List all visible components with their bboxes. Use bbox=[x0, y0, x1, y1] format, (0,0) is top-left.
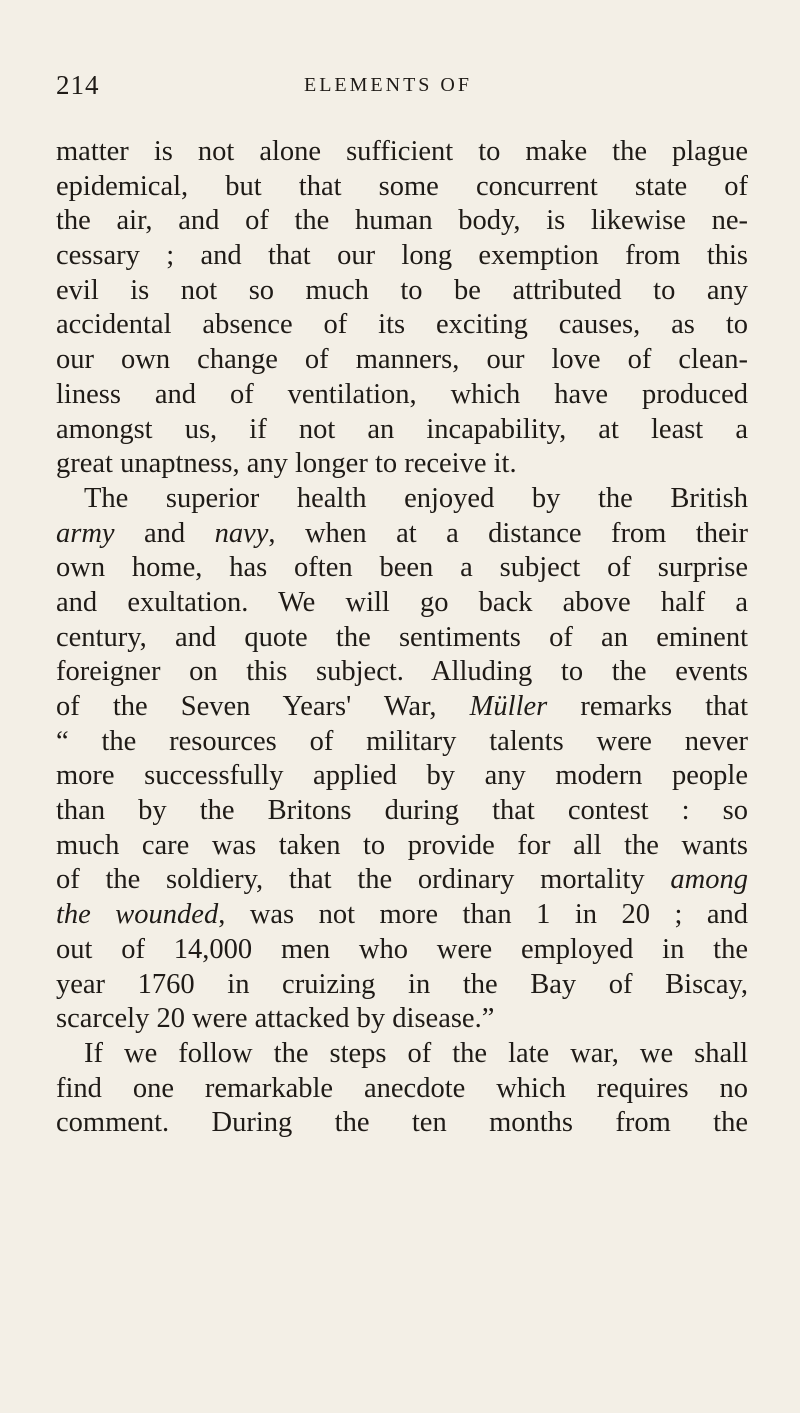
text-line: the wounded, was not more than 1 in 20 ; and bbox=[56, 899, 749, 931]
italic-the-wounded: the wounded bbox=[56, 899, 219, 931]
text-line: matter is not alone sufficient to make the plague bbox=[56, 136, 748, 167]
text-line: find one remarkable anecdote which requires no bbox=[56, 1072, 748, 1104]
text-line: more successfully applied by any modern people bbox=[56, 760, 748, 792]
text-line: the air, and of the human body, is likewise ne- bbox=[56, 205, 748, 237]
page-header bbox=[56, 70, 746, 104]
text-line: If we follow the steps of the late war, we shall bbox=[84, 1037, 748, 1069]
text-line: epidemical, but that some concurrent state of bbox=[56, 170, 748, 202]
italic-muller: Müller bbox=[469, 691, 548, 722]
italic-navy: navy bbox=[214, 517, 269, 549]
text-line: The superior health enjoyed by the British bbox=[84, 482, 748, 514]
text-line: than by the Britons during that contest : so bbox=[56, 795, 748, 827]
body-text bbox=[56, 135, 748, 1141]
text-line: “ the resources of military talents were never bbox=[56, 725, 748, 757]
page-number: 214 bbox=[56, 70, 100, 100]
text-line: foreigner on this subject. Alluding to the events bbox=[56, 656, 748, 688]
text-line: evil is not so much to be attributed to any bbox=[56, 274, 748, 306]
text-line: scarcely 20 were attacked by disease.” bbox=[56, 1003, 495, 1035]
running-head: ELEMENTS OF bbox=[304, 74, 472, 96]
italic-army: army bbox=[56, 517, 115, 549]
text-line: accidental absence of its exciting causes, as to bbox=[56, 309, 748, 341]
text-line: out of 14,000 men who were employed in the bbox=[56, 933, 748, 965]
text-line: much care was taken to provide for all the wants bbox=[56, 829, 748, 861]
text-line: and exultation. We will go back above half a bbox=[56, 586, 748, 618]
text-line: of the soldiery, that the ordinary mortality among bbox=[56, 864, 748, 896]
text-line: of the Seven Years' War, Müller remarks that bbox=[56, 691, 748, 722]
text-line: liness and of ventilation, which have produced bbox=[56, 378, 748, 410]
text-line: cessary ; and that our long exemption from this bbox=[56, 240, 748, 272]
text-line: year 1760 in cruizing in the Bay of Biscay, bbox=[56, 968, 748, 1000]
text-line: amongst us, if not an incapability, at least a bbox=[56, 413, 748, 445]
text-line: army and navy, when at a distance from their bbox=[56, 517, 748, 549]
text-line: our own change of manners, our love of clean- bbox=[56, 344, 748, 376]
text-line: own home, has often been a subject of surprise bbox=[56, 552, 748, 584]
text-line: century, and quote the sentiments of an eminent bbox=[56, 621, 748, 653]
text-line: comment. During the ten months from the bbox=[56, 1107, 748, 1139]
text-line: great unaptness, any longer to receive it. bbox=[56, 448, 517, 480]
italic-among: among bbox=[670, 864, 748, 896]
